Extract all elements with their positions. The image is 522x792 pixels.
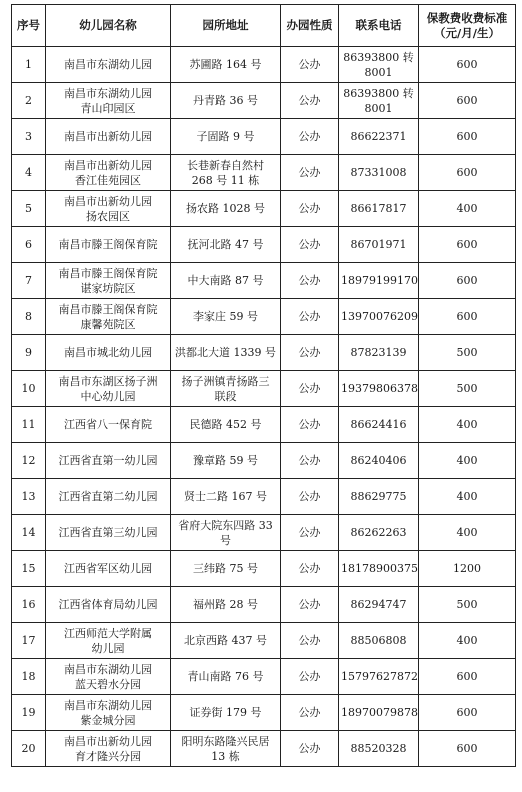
phone-cell-line: 88506808 bbox=[350, 634, 407, 647]
phone-cell-line: 15797627872 bbox=[341, 670, 418, 683]
phone-cell bbox=[339, 299, 419, 335]
kindergarten-name-cell-line: 青山印园区 bbox=[80, 101, 136, 115]
row-number-cell: 14 bbox=[12, 515, 46, 551]
school-type-cell: 公办 bbox=[281, 155, 339, 191]
kindergarten-name-cell-line: 育才隆兴分园 bbox=[75, 749, 141, 763]
row-number-cell: 18 bbox=[12, 659, 46, 695]
address-cell bbox=[171, 443, 281, 479]
phone-cell-line: 87823139 bbox=[350, 346, 407, 359]
school-type-cell: 公办 bbox=[281, 551, 339, 587]
phone-cell bbox=[339, 335, 419, 371]
kindergarten-name-cell-line: 江西省八一保育院 bbox=[64, 418, 152, 431]
kindergarten-name-cell bbox=[46, 371, 171, 407]
table-row bbox=[12, 659, 516, 695]
school-type-cell: 公办 bbox=[281, 83, 339, 119]
header-cell-type: 办园性质 bbox=[281, 5, 339, 47]
kindergarten-name-cell bbox=[46, 407, 171, 443]
kindergarten-name-cell bbox=[46, 299, 171, 335]
header-cell-no: 序号 bbox=[12, 5, 46, 47]
phone-cell-line: 86240406 bbox=[350, 454, 407, 467]
kindergarten-name-cell-line: 蓝天碧水分园 bbox=[75, 677, 141, 691]
kindergarten-name-cell-line: 江西省军区幼儿园 bbox=[64, 562, 152, 575]
address-cell bbox=[171, 695, 281, 731]
table-row bbox=[12, 695, 516, 731]
table-row bbox=[12, 155, 516, 191]
address-cell-line: 民德路 452 号 bbox=[189, 418, 262, 431]
kindergarten-name-cell-line: 南昌市东湖区扬子洲 bbox=[58, 374, 158, 388]
kindergarten-name-cell bbox=[46, 695, 171, 731]
address-cell-line: 苏圃路 164 号 bbox=[189, 58, 262, 71]
address-cell bbox=[171, 371, 281, 407]
row-number-cell: 20 bbox=[12, 731, 46, 767]
address-cell-line: 贤士二路 167 号 bbox=[184, 490, 267, 503]
phone-cell bbox=[339, 443, 419, 479]
address-cell-line: 洪都北大道 1339 号 bbox=[175, 346, 276, 359]
phone-cell-line: 88629775 bbox=[350, 490, 407, 503]
phone-cell bbox=[339, 695, 419, 731]
kindergarten-name-cell bbox=[46, 191, 171, 227]
fee-cell: 600 bbox=[419, 47, 516, 83]
kindergarten-name-cell bbox=[46, 659, 171, 695]
school-type-cell: 公办 bbox=[281, 623, 339, 659]
phone-cell-line: 18979199170 bbox=[341, 274, 418, 287]
address-cell-line: 丹青路 36 号 bbox=[193, 94, 258, 107]
row-number-cell: 15 bbox=[12, 551, 46, 587]
table-row bbox=[12, 263, 516, 299]
kindergarten-name-cell-line: 香江佳苑园区 bbox=[75, 173, 141, 187]
address-cell bbox=[171, 191, 281, 227]
address-cell-line: 省府大院东四路 33 bbox=[178, 518, 273, 532]
table-row bbox=[12, 299, 516, 335]
header-cell-phone: 联系电话 bbox=[339, 5, 419, 47]
fee-cell: 500 bbox=[419, 587, 516, 623]
fee-cell: 600 bbox=[419, 227, 516, 263]
address-cell-line: 北京西路 437 号 bbox=[184, 634, 267, 647]
kindergarten-name-cell bbox=[46, 335, 171, 371]
fee-cell: 600 bbox=[419, 155, 516, 191]
kindergarten-name-cell-line: 江西省直第一幼儿园 bbox=[58, 454, 158, 467]
row-number-cell: 5 bbox=[12, 191, 46, 227]
kindergarten-name-cell-line: 南昌市出新幼儿园 bbox=[64, 194, 152, 208]
phone-cell-line: 18970079878 bbox=[341, 706, 418, 719]
address-cell bbox=[171, 83, 281, 119]
kindergarten-name-cell-line: 南昌市东湖幼儿园 bbox=[64, 86, 152, 100]
address-cell-line: 联段 bbox=[214, 389, 237, 403]
address-cell bbox=[171, 515, 281, 551]
kindergarten-name-cell-line: 江西省体育局幼儿园 bbox=[58, 598, 158, 611]
phone-cell-line: 86393800 转 bbox=[343, 86, 414, 100]
fee-cell: 600 bbox=[419, 83, 516, 119]
row-number-cell: 10 bbox=[12, 371, 46, 407]
kindergarten-name-cell bbox=[46, 587, 171, 623]
fee-cell: 400 bbox=[419, 623, 516, 659]
address-cell-line: 子固路 9 号 bbox=[196, 130, 255, 143]
address-cell-line: 268 号 11 栋 bbox=[191, 173, 260, 187]
kindergarten-name-cell-line: 中心幼儿园 bbox=[80, 389, 136, 403]
kindergarten-name-cell bbox=[46, 551, 171, 587]
kindergarten-name-cell bbox=[46, 119, 171, 155]
school-type-cell: 公办 bbox=[281, 695, 339, 731]
school-type-cell: 公办 bbox=[281, 299, 339, 335]
kindergarten-name-cell-line: 南昌市出新幼儿园 bbox=[64, 158, 152, 172]
table-row bbox=[12, 515, 516, 551]
phone-cell-line: 86701971 bbox=[350, 238, 407, 251]
school-type-cell: 公办 bbox=[281, 47, 339, 83]
address-cell bbox=[171, 407, 281, 443]
row-number-cell: 3 bbox=[12, 119, 46, 155]
table-row bbox=[12, 119, 516, 155]
address-cell bbox=[171, 119, 281, 155]
fee-cell: 500 bbox=[419, 335, 516, 371]
row-number-cell: 4 bbox=[12, 155, 46, 191]
kindergarten-name-cell-line: 南昌市滕王阁保育院 bbox=[58, 266, 158, 280]
table-row bbox=[12, 551, 516, 587]
kindergarten-name-cell bbox=[46, 227, 171, 263]
address-cell bbox=[171, 623, 281, 659]
school-type-cell: 公办 bbox=[281, 335, 339, 371]
table-row bbox=[12, 371, 516, 407]
header-cell-name: 幼儿园名称 bbox=[46, 5, 171, 47]
phone-cell bbox=[339, 623, 419, 659]
phone-cell-line: 18178900375 bbox=[341, 562, 418, 575]
kindergarten-name-cell-line: 南昌市出新幼儿园 bbox=[64, 734, 152, 748]
table-row bbox=[12, 443, 516, 479]
school-type-cell: 公办 bbox=[281, 659, 339, 695]
address-cell-line: 中大南路 87 号 bbox=[187, 274, 264, 287]
school-type-cell: 公办 bbox=[281, 515, 339, 551]
kindergarten-name-cell-line: 南昌市城北幼儿园 bbox=[64, 346, 152, 359]
school-type-cell: 公办 bbox=[281, 443, 339, 479]
school-type-cell: 公办 bbox=[281, 263, 339, 299]
address-cell-line: 李家庄 59 号 bbox=[193, 310, 258, 323]
address-cell bbox=[171, 551, 281, 587]
kindergarten-name-cell-line: 南昌市东湖幼儿园 bbox=[64, 58, 152, 71]
kindergarten-name-cell-line: 扬农园区 bbox=[86, 209, 130, 223]
phone-cell bbox=[339, 47, 419, 83]
kindergarten-name-cell-line: 谌家坊院区 bbox=[80, 281, 136, 295]
address-cell-line: 阳明东路隆兴民居 bbox=[181, 734, 270, 748]
phone-cell bbox=[339, 731, 419, 767]
address-cell bbox=[171, 335, 281, 371]
row-number-cell: 9 bbox=[12, 335, 46, 371]
address-cell bbox=[171, 263, 281, 299]
school-type-cell: 公办 bbox=[281, 371, 339, 407]
kindergarten-name-cell-line: 江西省直第三幼儿园 bbox=[58, 526, 158, 539]
kindergarten-name-cell bbox=[46, 515, 171, 551]
school-type-cell: 公办 bbox=[281, 479, 339, 515]
fee-cell: 600 bbox=[419, 299, 516, 335]
phone-cell bbox=[339, 119, 419, 155]
fee-cell: 400 bbox=[419, 515, 516, 551]
kindergarten-name-cell bbox=[46, 263, 171, 299]
table-row bbox=[12, 731, 516, 767]
fee-cell: 600 bbox=[419, 119, 516, 155]
phone-cell-line: 88520328 bbox=[350, 742, 407, 755]
address-cell bbox=[171, 659, 281, 695]
fee-cell: 400 bbox=[419, 407, 516, 443]
phone-cell bbox=[339, 155, 419, 191]
phone-cell-line: 87331008 bbox=[350, 166, 407, 179]
row-number-cell: 19 bbox=[12, 695, 46, 731]
school-type-cell: 公办 bbox=[281, 587, 339, 623]
row-number-cell: 1 bbox=[12, 47, 46, 83]
school-type-cell: 公办 bbox=[281, 407, 339, 443]
table-row bbox=[12, 335, 516, 371]
table-row bbox=[12, 227, 516, 263]
address-cell bbox=[171, 587, 281, 623]
kindergarten-name-cell-line: 幼儿园 bbox=[91, 641, 125, 655]
address-cell bbox=[171, 299, 281, 335]
row-number-cell: 17 bbox=[12, 623, 46, 659]
fee-cell: 400 bbox=[419, 191, 516, 227]
row-number-cell: 8 bbox=[12, 299, 46, 335]
address-cell-line: 号 bbox=[220, 533, 231, 547]
phone-cell bbox=[339, 371, 419, 407]
table-row bbox=[12, 83, 516, 119]
row-number-cell: 6 bbox=[12, 227, 46, 263]
row-number-cell: 16 bbox=[12, 587, 46, 623]
phone-cell-line: 8001 bbox=[364, 65, 393, 79]
phone-cell bbox=[339, 659, 419, 695]
school-type-cell: 公办 bbox=[281, 119, 339, 155]
fee-cell: 400 bbox=[419, 479, 516, 515]
kindergarten-name-cell bbox=[46, 47, 171, 83]
table-header-row bbox=[12, 5, 516, 47]
kindergarten-name-cell-line: 江西省直第二幼儿园 bbox=[58, 490, 158, 503]
school-type-cell: 公办 bbox=[281, 227, 339, 263]
address-cell-line: 扬农路 1028 号 bbox=[186, 202, 265, 215]
address-cell bbox=[171, 479, 281, 515]
phone-cell-line: 86393800 转 bbox=[343, 50, 414, 64]
fee-cell: 600 bbox=[419, 263, 516, 299]
row-number-cell: 13 bbox=[12, 479, 46, 515]
phone-cell bbox=[339, 587, 419, 623]
kindergarten-name-cell-line: 康馨苑院区 bbox=[80, 317, 136, 331]
row-number-cell: 2 bbox=[12, 83, 46, 119]
row-number-cell: 7 bbox=[12, 263, 46, 299]
address-cell bbox=[171, 227, 281, 263]
header-cell-address: 园所地址 bbox=[171, 5, 281, 47]
address-cell-line: 抚河北路 47 号 bbox=[187, 238, 264, 251]
table-row bbox=[12, 587, 516, 623]
table-body bbox=[12, 47, 516, 767]
phone-cell-line: 86622371 bbox=[350, 130, 407, 143]
phone-cell bbox=[339, 551, 419, 587]
fee-cell: 400 bbox=[419, 443, 516, 479]
kindergarten-name-cell-line: 南昌市滕王阁保育院 bbox=[58, 302, 158, 316]
phone-cell bbox=[339, 407, 419, 443]
address-cell-line: 青山南路 76 号 bbox=[187, 670, 264, 683]
phone-cell bbox=[339, 479, 419, 515]
address-cell bbox=[171, 47, 281, 83]
kindergarten-name-cell-line: 紫金城分园 bbox=[80, 713, 136, 727]
phone-cell-line: 86624416 bbox=[350, 418, 407, 431]
phone-cell-line: 86617817 bbox=[350, 202, 407, 215]
phone-cell-line: 8001 bbox=[364, 101, 393, 115]
phone-cell bbox=[339, 263, 419, 299]
table-row bbox=[12, 191, 516, 227]
fee-cell: 600 bbox=[419, 659, 516, 695]
table-row bbox=[12, 623, 516, 659]
phone-cell bbox=[339, 191, 419, 227]
phone-cell bbox=[339, 227, 419, 263]
kindergarten-name-cell bbox=[46, 731, 171, 767]
fee-cell: 600 bbox=[419, 731, 516, 767]
address-cell-line: 证券街 179 号 bbox=[189, 706, 262, 719]
address-cell bbox=[171, 731, 281, 767]
kindergarten-fee-table bbox=[11, 4, 516, 767]
address-cell-line: 三纬路 75 号 bbox=[193, 562, 258, 575]
address-cell-line: 福州路 28 号 bbox=[193, 598, 258, 611]
address-cell bbox=[171, 155, 281, 191]
kindergarten-name-cell bbox=[46, 479, 171, 515]
fee-cell: 600 bbox=[419, 695, 516, 731]
phone-cell-line: 86294747 bbox=[350, 598, 407, 611]
table-row bbox=[12, 407, 516, 443]
kindergarten-name-cell-line: 江西师范大学附属 bbox=[64, 626, 152, 640]
fee-cell: 500 bbox=[419, 371, 516, 407]
kindergarten-name-cell-line: 南昌市滕王阁保育院 bbox=[58, 238, 158, 251]
kindergarten-name-cell bbox=[46, 155, 171, 191]
address-cell-line: 豫章路 59 号 bbox=[193, 454, 258, 467]
kindergarten-name-cell-line: 南昌市出新幼儿园 bbox=[64, 130, 152, 143]
fee-cell: 1200 bbox=[419, 551, 516, 587]
phone-cell-line: 13970076209 bbox=[341, 310, 418, 323]
address-cell-line: 13 栋 bbox=[211, 749, 240, 763]
header-cell-fee: 保教费收费标准（元/月/生） bbox=[419, 5, 516, 47]
school-type-cell: 公办 bbox=[281, 731, 339, 767]
phone-cell-line: 19379806378 bbox=[341, 382, 418, 395]
school-type-cell: 公办 bbox=[281, 191, 339, 227]
phone-cell bbox=[339, 515, 419, 551]
address-cell-line: 扬子洲镇青扬路三 bbox=[181, 374, 270, 388]
table-row bbox=[12, 47, 516, 83]
kindergarten-name-cell bbox=[46, 443, 171, 479]
row-number-cell: 11 bbox=[12, 407, 46, 443]
address-cell-line: 长巷新春自然村 bbox=[187, 158, 264, 172]
row-number-cell: 12 bbox=[12, 443, 46, 479]
kindergarten-name-cell bbox=[46, 623, 171, 659]
table-row bbox=[12, 479, 516, 515]
phone-cell bbox=[339, 83, 419, 119]
kindergarten-name-cell-line: 南昌市东湖幼儿园 bbox=[64, 662, 152, 676]
kindergarten-name-cell bbox=[46, 83, 171, 119]
phone-cell-line: 86262263 bbox=[350, 526, 407, 539]
kindergarten-name-cell-line: 南昌市东湖幼儿园 bbox=[64, 698, 152, 712]
